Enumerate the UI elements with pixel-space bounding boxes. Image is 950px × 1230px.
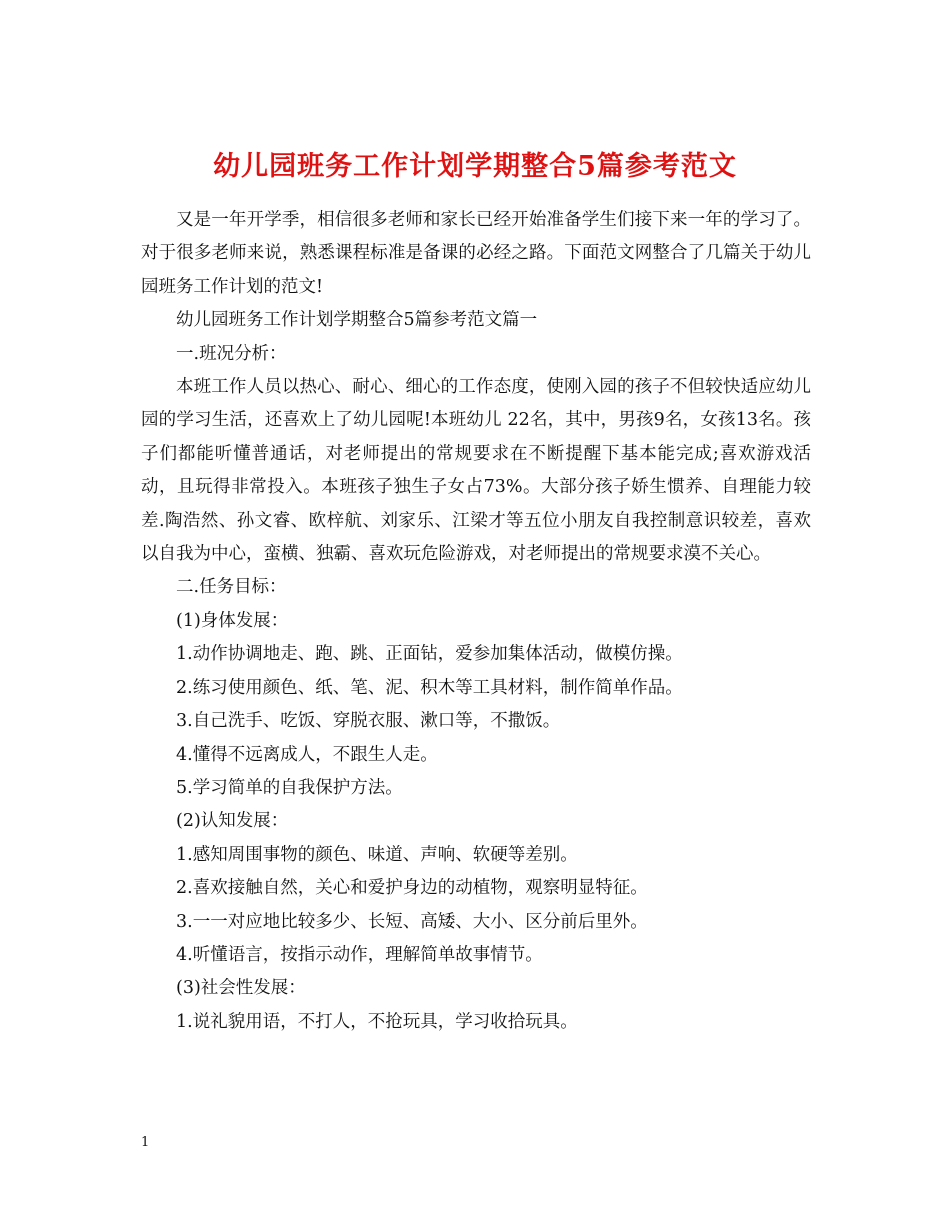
list-item: 3.自己洗手、吃饭、穿脱衣服、漱口等，不撒饭。 — [176, 711, 561, 732]
page-number: 1 — [141, 1135, 150, 1150]
list-item: 2.练习使用颜色、纸、笔、泥、积木等工具材料，制作简单作品。 — [176, 677, 683, 698]
list-item: 5.学习简单的自我保护方法。 — [176, 777, 403, 798]
page-title: 幼儿园班务工作计划学期整合5篇参考范文 — [213, 151, 737, 183]
list-item: 2.喜欢接触自然，关心和爱护身边的动植物，观察明显特征。 — [176, 878, 648, 899]
list-heading: (1)身体发展： — [176, 610, 289, 631]
document-body — [141, 204, 811, 1039]
subsection-heading: 二.任务目标： — [176, 577, 287, 598]
list-item: 4.听懂语言，按指示动作，理解简单故事情节。 — [176, 944, 543, 965]
subsection-heading: 一.班况分析： — [176, 343, 287, 364]
list-heading: (2)认知发展： — [176, 811, 289, 832]
intro-paragraph: 又是一年开学季，相信很多老师和家长已经开始准备学生们接下来一年的学习了。对于很多老师来说，熟悉课程标准是备课的必经之路。下面范文网整合了几篇关于幼儿园班务工作计划的范文! — [141, 210, 811, 297]
list-item: 1.说礼貌用语，不打人，不抢玩具，学习收拾玩具。 — [176, 1011, 578, 1032]
list-heading: (3)社会性发展： — [176, 978, 306, 999]
list-item: 3.一一对应地比较多少、长短、高矮、大小、区分前后里外。 — [176, 911, 648, 932]
list-item: 4.懂得不远离成人，不跟生人走。 — [176, 744, 438, 765]
body-paragraph: 本班工作人员以热心、耐心、细心的工作态度，使刚入园的孩子不但较快适应幼儿园的学习生活，还喜欢上了幼儿园呢!本班幼儿 22名，其中，男孩9名，女孩13名。孩子们都能听懂普通话，对老师提出的常规要求在不断提醒下基本能完成;喜欢游戏活动，且玩得非常投入。本班孩子独生子女占73%。大部分孩子娇生惯养、自理能力较差.陶浩然、孙文睿、欧梓航、刘家乐、江梁才等五位小朋友自我控制意识较差，喜欢以自我为中心，蛮横、独霸、喜欢玩危险游戏，对老师提出的常规要求漠不关心。 — [141, 377, 811, 565]
list-item: 1.动作协调地走、跑、跳、正面钻，爱参加集体活动，做模仿操。 — [176, 644, 683, 665]
section-heading: 幼儿园班务工作计划学期整合5篇参考范文篇一 — [176, 310, 538, 331]
list-item: 1.感知周围事物的颜色、味道、声响、软硬等差别。 — [176, 844, 578, 865]
